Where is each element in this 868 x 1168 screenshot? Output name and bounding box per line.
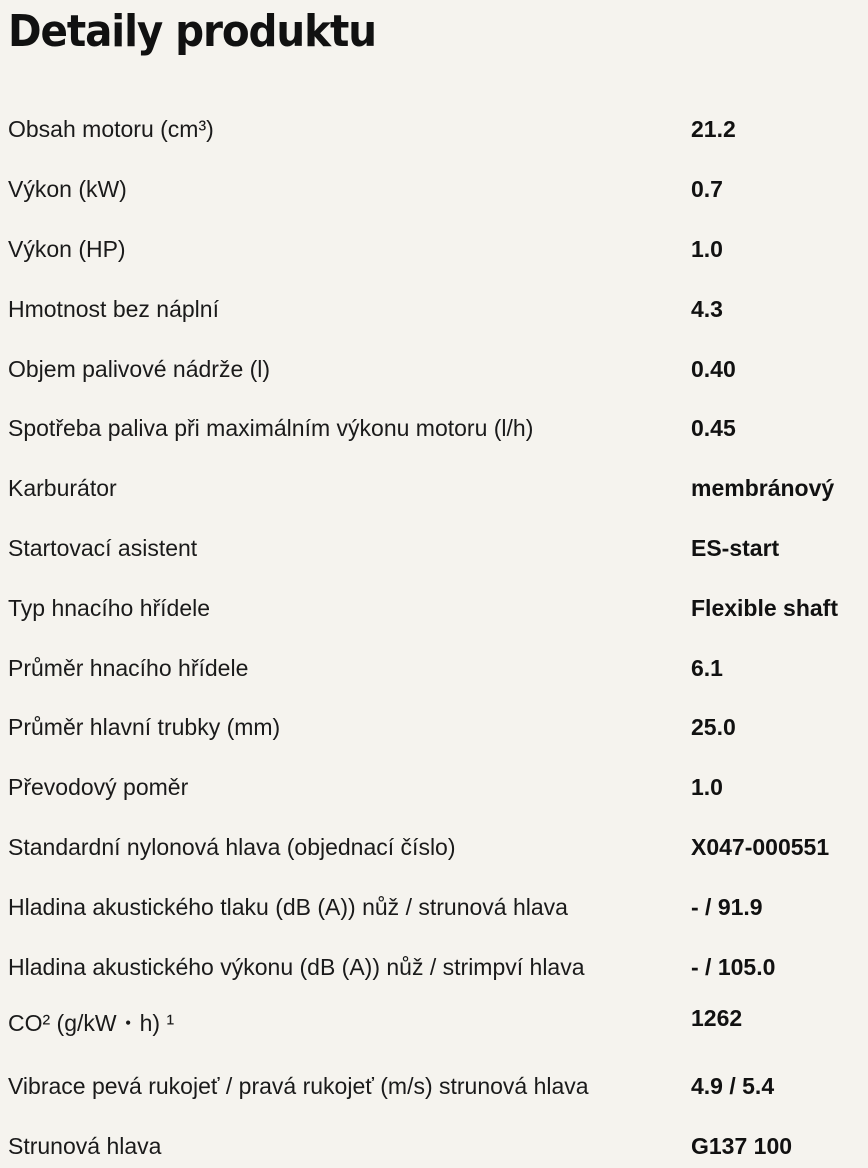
spec-value: 6.1 (691, 654, 723, 681)
spec-label: Průměr hlavní trubky (mm) (8, 714, 281, 741)
spec-row (0, 578, 868, 638)
spec-row (0, 160, 868, 220)
spec-row (0, 937, 868, 997)
spec-label: Strunová hlava (8, 1132, 162, 1159)
spec-row (0, 877, 868, 937)
spec-row (0, 519, 868, 579)
spec-value: 21.2 (691, 116, 736, 143)
spec-value: 0.45 (691, 415, 736, 442)
spec-value: - / 105.0 (691, 953, 776, 980)
spec-value: 1.0 (691, 235, 723, 262)
spec-row (0, 997, 868, 1057)
spec-value: G137 100 (691, 1132, 793, 1159)
spec-label: Typ hnacího hřídele (8, 594, 211, 621)
spec-row (0, 100, 868, 160)
spec-table (0, 100, 868, 1168)
spec-label: Obsah motoru (cm³) (8, 116, 214, 143)
spec-row (0, 698, 868, 758)
spec-label: Hladina akustického tlaku (dB (A)) nůž / strunová hlava (8, 893, 568, 920)
spec-label: Výkon (kW) (8, 176, 127, 203)
spec-label: Hladina akustického výkonu (dB (A)) nůž / strimpví hlava (8, 953, 585, 980)
spec-label: Standardní nylonová hlava (objednací číslo) (8, 833, 456, 860)
spec-value: 1.0 (691, 774, 723, 801)
spec-row (0, 1057, 868, 1117)
spec-value: - / 91.9 (691, 893, 763, 920)
spec-label: Převodový poměr (8, 774, 189, 801)
spec-value: ES-start (691, 534, 780, 561)
spec-label: Karburátor (8, 475, 117, 502)
spec-label: CO² (g/kW・h) ¹ (8, 1009, 175, 1036)
spec-label: Objem palivové nádrže (l) (8, 355, 271, 382)
spec-row (0, 279, 868, 339)
spec-row (0, 638, 868, 698)
spec-label: Výkon (HP) (8, 235, 126, 262)
spec-row (0, 1117, 868, 1168)
spec-row (0, 339, 868, 399)
spec-label: Spotřeba paliva při maximálním výkonu motoru (l/h) (8, 415, 534, 442)
spec-label: Hmotnost bez náplní (8, 295, 219, 322)
spec-row (0, 220, 868, 280)
spec-value: membránový (691, 475, 835, 502)
spec-label: Startovací asistent (8, 534, 198, 561)
page-title: Detaily produktu (8, 6, 376, 57)
spec-value: Flexible shaft (691, 594, 838, 621)
spec-value: 25.0 (691, 714, 736, 741)
spec-value: 1262 (691, 1004, 743, 1031)
spec-value: 4.3 (691, 295, 723, 322)
spec-label: Vibrace pevá rukojeť / pravá rukojeť (m/s) strunová hlava (8, 1073, 589, 1100)
spec-row (0, 399, 868, 459)
spec-value: 0.40 (691, 355, 736, 382)
spec-value: 4.9 / 5.4 (691, 1073, 775, 1100)
spec-label: Průměr hnacího hřídele (8, 654, 249, 681)
spec-value: X047-000551 (691, 833, 830, 860)
spec-value: 0.7 (691, 176, 723, 203)
spec-row (0, 818, 868, 878)
spec-row (0, 758, 868, 818)
spec-row (0, 459, 868, 519)
